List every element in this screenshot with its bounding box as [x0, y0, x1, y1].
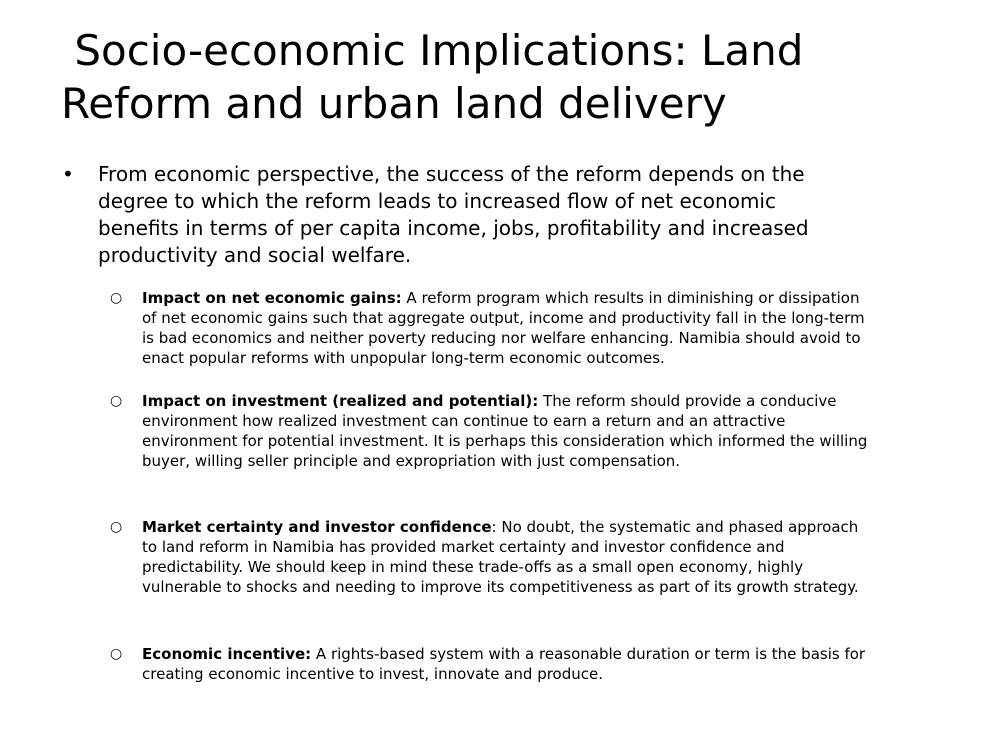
sub-bullet-body: A rights-based system with a reasonable duration or term is the basis for creating economic incentive to invest, innovate and produce. — [142, 645, 866, 683]
sub-bullet-body: A reform program which results in diminishing or dissipation of net economic gains such that aggregate output, income and productivity fall in the long-term is bad economics and neither poverty reducing nor welfare enhancing. Namibia should avoid to enact popular reforms with unpopular long-term economic outcomes. — [142, 289, 865, 367]
sub-bullet-heading: Impact on net economic gains: — [142, 289, 402, 307]
bullet-marker: • — [62, 162, 74, 186]
main-bullet-text: From economic perspective, the success of the reform depends on the degree to which the reform leads to increased flow of net economic benefits in terms of per capita income, jobs, profitability and increased productivity and social welfare. — [98, 162, 809, 267]
sub-bullet-heading: Impact on investment (realized and potential): — [142, 392, 539, 410]
sub-bullet-heading: Market certainty and investor confidence — [142, 518, 492, 536]
sub-bullet-text — [142, 644, 870, 684]
sub-bullet-economic-incentive — [110, 644, 870, 684]
sub-bullet-net-economic-gains — [110, 288, 870, 368]
sub-bullet-body: The reform should provide a conducive environment how realized investment can continue to earn a return and an attractive environment for potential investment. It is perhaps this consideration which informed the willing buyer, willing seller principle and expropriation with just compensation. — [142, 392, 868, 470]
sub-bullet-text — [142, 288, 870, 368]
sub-bullet-text — [142, 391, 870, 471]
slide-title: Socio-economic Implications: Land Reform and urban land delivery — [61, 26, 817, 128]
main-bullet — [62, 161, 862, 269]
sub-bullet-marker: ○ — [110, 519, 123, 535]
sub-bullet-investment — [110, 391, 870, 471]
sub-bullet-text — [142, 517, 870, 597]
sub-bullet-marker: ○ — [110, 646, 123, 662]
sub-bullet-body: : No doubt, the systematic and phased approach to land reform in Namibia has provided market certainty and investor confidence and predictability. We should keep in mind these trade-offs as a small open economy, highly vulnerable to shocks and needing to improve its competitiveness as part of its growth strategy. — [142, 518, 859, 596]
sub-bullet-heading: Economic incentive: — [142, 645, 312, 663]
sub-bullet-marker: ○ — [110, 393, 123, 409]
sub-bullet-marker: ○ — [110, 290, 123, 306]
sub-bullet-market-certainty — [110, 517, 870, 597]
